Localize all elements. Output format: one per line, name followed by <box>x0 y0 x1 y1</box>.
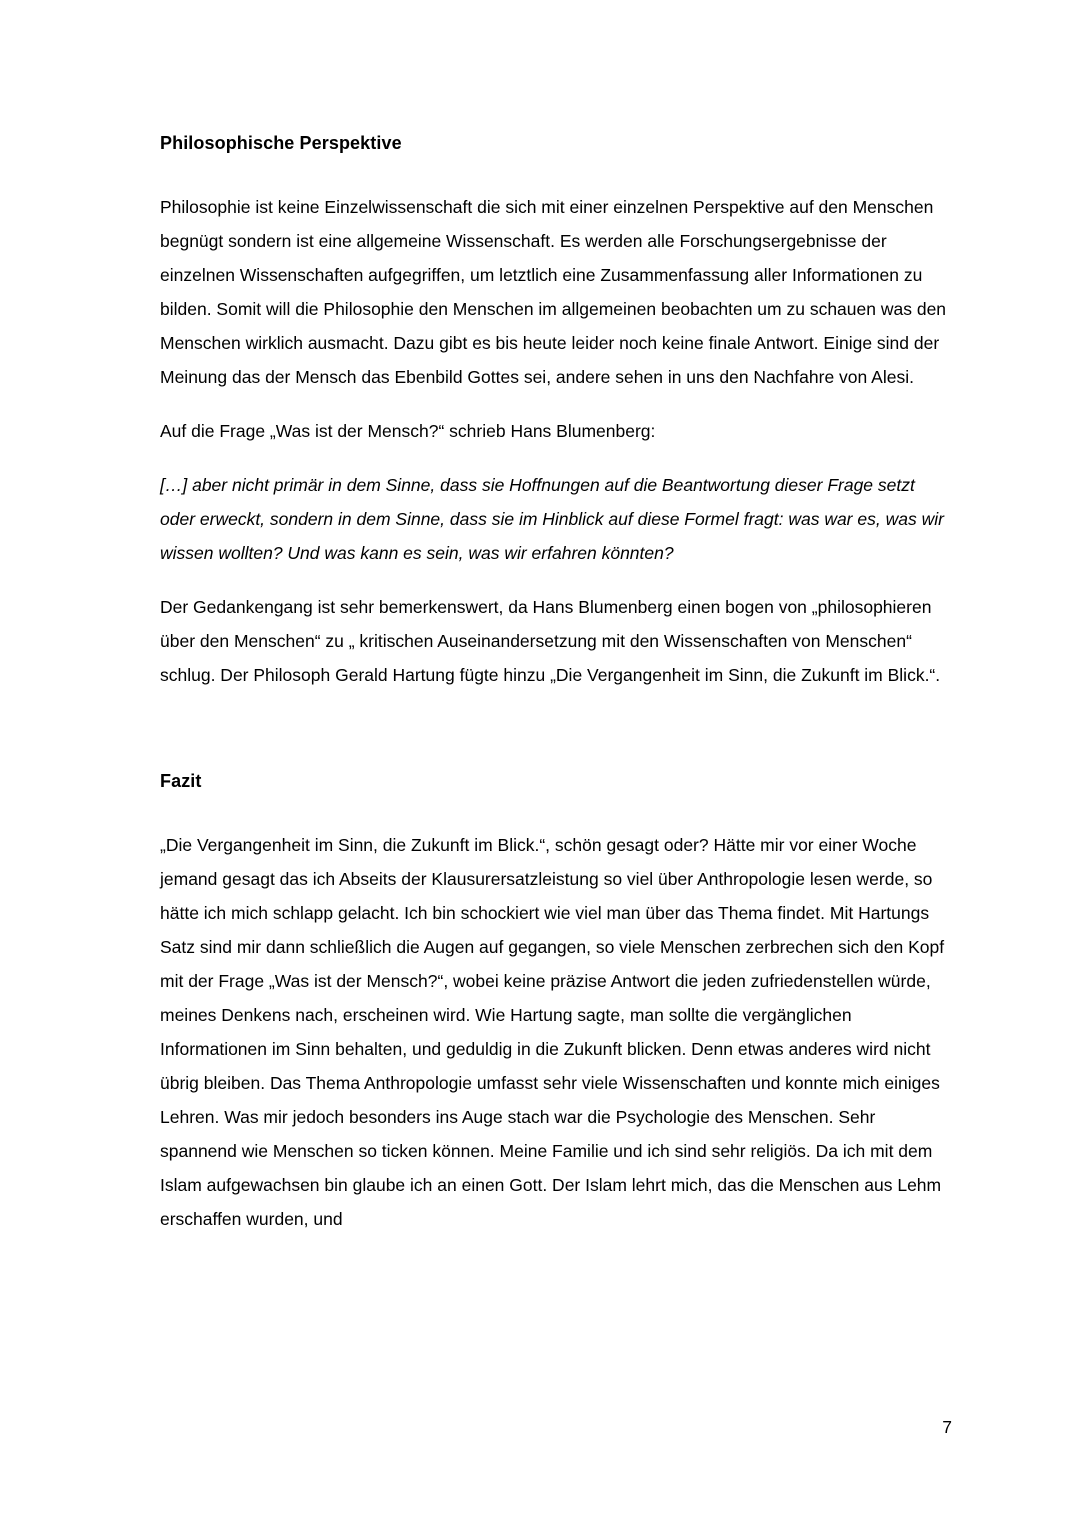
body-paragraph-gedankengang: Der Gedankengang ist sehr bemerkenswert, da Hans Blumenberg einen bogen von „philosophieren über den Menschen“ zu „ kritischen Auseinandersetzung mit den Wissenschaften von Menschen“ schlug. Der Philosoph Gerald Hartung fügte hinzu „Die Vergangenheit im Sinn, die Zukunft im Blick.“. <box>160 597 941 685</box>
body-paragraph-fazit: „Die Vergangenheit im Sinn, die Zukunft im Blick.“, schön gesagt oder? Hätte mir vor einer Woche jemand gesagt das ich Abseits der Klausurersatzleistung so viel über Anthropologie lesen werde, so hätte ich mich schlapp gelacht. Ich bin schockiert wie viel man über das Thema findet. Mit Hartungs Satz sind mir dann schließlich die Augen auf gegangen, so viele Menschen zerbrechen sich den Kopf mit der Frage „Was ist der Mensch?“, wobei keine präzise Antwort die jeden zufriedenstellen würde, meines Denkens nach, erscheinen wird. Wie Hartung sagte, man sollte die vergänglichen Informationen im Sinn behalten, und geduldig in die Zukunft blicken. Denn etwas anderes wird nicht übrig bleiben. Das Thema Anthropologie umfasst sehr viele Wissenschaften und konnte mich einiges Lehren. Was mir jedoch besonders ins Auge stach war die Psychologie des Menschen. Sehr spannend wie Menschen so ticken können. Meine Familie und ich sind sehr religiös. Da ich mit dem Islam aufgewachsen bin glaube ich an einen Gott. Der Islam lehrt mich, das die Menschen aus Lehm erschaffen wurden, und <box>160 835 945 1229</box>
section-heading-fazit: Fazit <box>160 771 202 791</box>
section-heading-philosophische-perspektive: Philosophische Perspektive <box>160 133 402 153</box>
quote-paragraph-blumenberg: […] aber nicht primär in dem Sinne, dass sie Hoffnungen auf die Beantwortung dieser Frage setzt oder erweckt, sondern in dem Sinne, dass sie im Hinblick auf diese Formel fragt: was war es, was wir wissen wollten? Und was kann es sein, was wir erfahren könnten? <box>160 475 944 563</box>
body-paragraph-blumenberg-lead-in: Auf die Frage „Was ist der Mensch?“ schrieb Hans Blumenberg: <box>160 421 656 441</box>
body-paragraph-philosophy-intro: Philosophie ist keine Einzelwissenschaft die sich mit einer einzelnen Perspektive auf den Menschen begnügt sondern ist eine allgemeine Wissenschaft. Es werden alle Forschungsergebnisse der einzelnen Wissenschaften aufgegriffen, um letztlich eine Zusammenfassung aller Informationen zu bilden. Somit will die Philosophie den Menschen im allgemeinen beobachten um zu schauen was den Menschen wirklich ausmacht. Dazu gibt es bis heute leider noch keine finale Antwort. Einige sind der Meinung das der Mensch das Ebenbild Gottes sei, andere sehen in uns den Nachfahre von Alesi. <box>160 197 947 387</box>
document-content <box>160 126 950 1256</box>
page-number: 7 <box>942 1417 952 1437</box>
